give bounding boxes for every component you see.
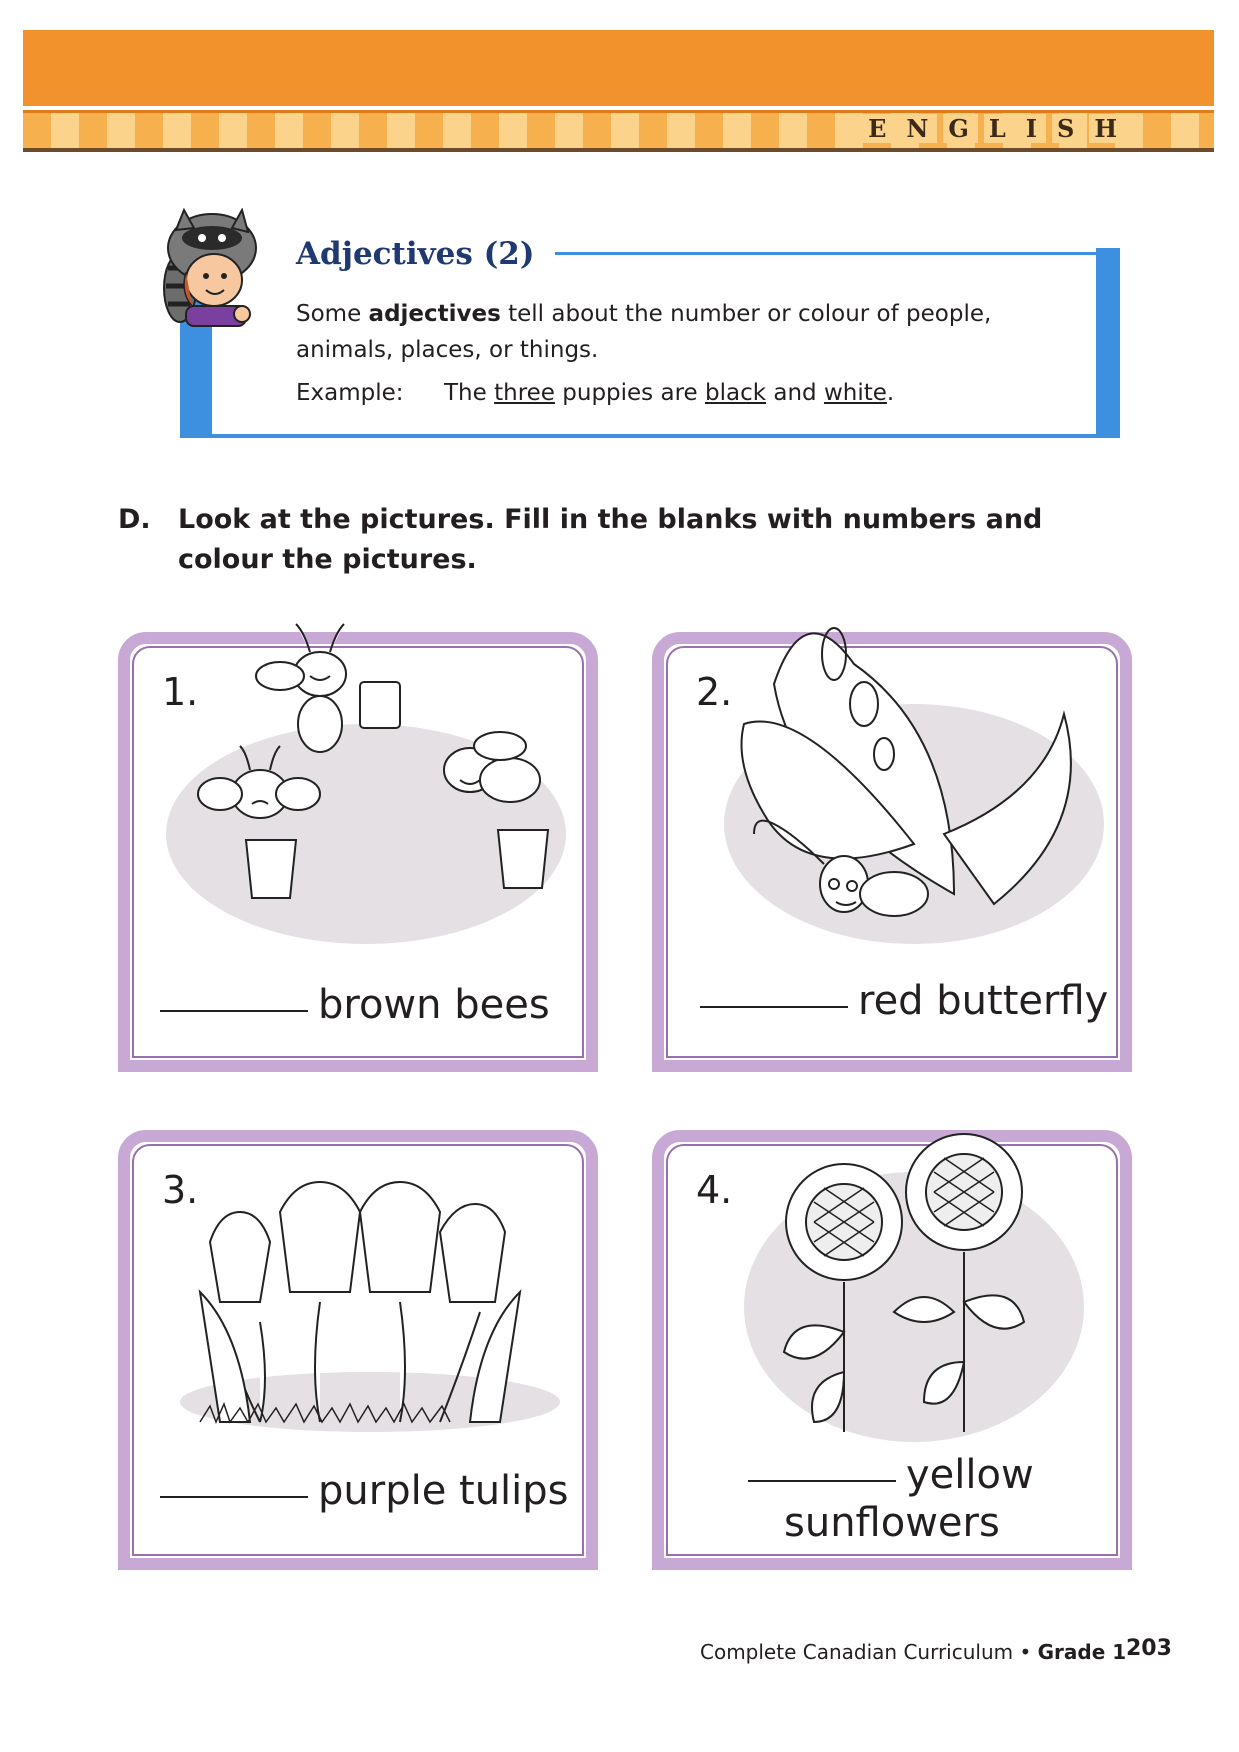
- raccoon-mascot-icon: [150, 208, 262, 336]
- card-number: 2.: [696, 670, 733, 714]
- answer-blank[interactable]: [700, 1006, 848, 1008]
- card-label-line2: sunflowers: [784, 1500, 1000, 1546]
- page-number: 203: [1126, 1636, 1172, 1661]
- exercise-card-4: [652, 1130, 1132, 1570]
- subject-letter: H: [1089, 114, 1126, 143]
- footer-credit: [700, 1640, 1126, 1664]
- subject-letter: L: [984, 114, 1015, 143]
- card-label: [748, 1452, 1034, 1498]
- card-number: 3.: [162, 1168, 199, 1212]
- label-text: brown bees: [318, 982, 550, 1028]
- definition-text: Some: [296, 301, 369, 327]
- definition-bold: adjectives: [368, 301, 501, 327]
- card-label: [700, 978, 1108, 1024]
- label-text: purple tulips: [318, 1468, 569, 1514]
- example-label: Example:: [296, 380, 404, 406]
- instruction-text: Look at the pictures. Fill in the blanks with numbers and colour the pictures.: [178, 504, 1043, 575]
- example-underlined: black: [704, 380, 767, 406]
- answer-blank[interactable]: [160, 1010, 308, 1012]
- answer-blank[interactable]: [748, 1480, 896, 1482]
- footer-grade: Grade 1: [1037, 1640, 1127, 1664]
- answer-blank[interactable]: [160, 1496, 308, 1498]
- instruction-letter: D.: [118, 504, 151, 535]
- example-underlined: white: [823, 380, 887, 406]
- exercise-card-2: [652, 632, 1132, 1072]
- footer-book: Complete Canadian Curriculum: [700, 1640, 1014, 1664]
- banner-top: [23, 30, 1214, 106]
- subject-label: [863, 114, 1126, 143]
- footer-bullet: •: [1013, 1640, 1038, 1664]
- header-banner: [23, 30, 1214, 154]
- example-text: and: [766, 380, 824, 406]
- example-text: The: [444, 380, 495, 406]
- sunflowers-icon: [764, 1132, 1064, 1442]
- lesson-definition: [296, 296, 1056, 368]
- label-text: red butterfly: [858, 978, 1109, 1024]
- card-label: [160, 982, 550, 1028]
- subject-letter: S: [1052, 114, 1083, 143]
- exercise-card-3: [118, 1130, 598, 1570]
- card-label: [160, 1468, 569, 1514]
- card-number: 1.: [162, 670, 199, 714]
- subject-letter: I: [1021, 114, 1046, 143]
- lesson-title: Adjectives (2): [296, 236, 555, 272]
- definition-text: tell about the number or colour of people, animals, places, or things.: [296, 301, 992, 363]
- example-text: puppies are: [554, 380, 705, 406]
- example-text: .: [886, 380, 895, 406]
- butterfly-icon: [724, 594, 1124, 954]
- bees-icon: [160, 604, 580, 944]
- lesson-top-rule: [536, 252, 1120, 255]
- example-underlined: three: [494, 380, 555, 406]
- banner-rule: [23, 148, 1214, 152]
- tulips-icon: [190, 1172, 550, 1432]
- label-text: yellow: [906, 1452, 1034, 1498]
- subject-letter: G: [943, 114, 978, 143]
- lesson-example: [296, 380, 894, 406]
- exercise-card-1: [118, 632, 598, 1072]
- instruction: [118, 500, 1128, 580]
- subject-letter: E: [863, 114, 895, 143]
- subject-letter: N: [901, 114, 937, 143]
- card-number: 4.: [696, 1168, 733, 1212]
